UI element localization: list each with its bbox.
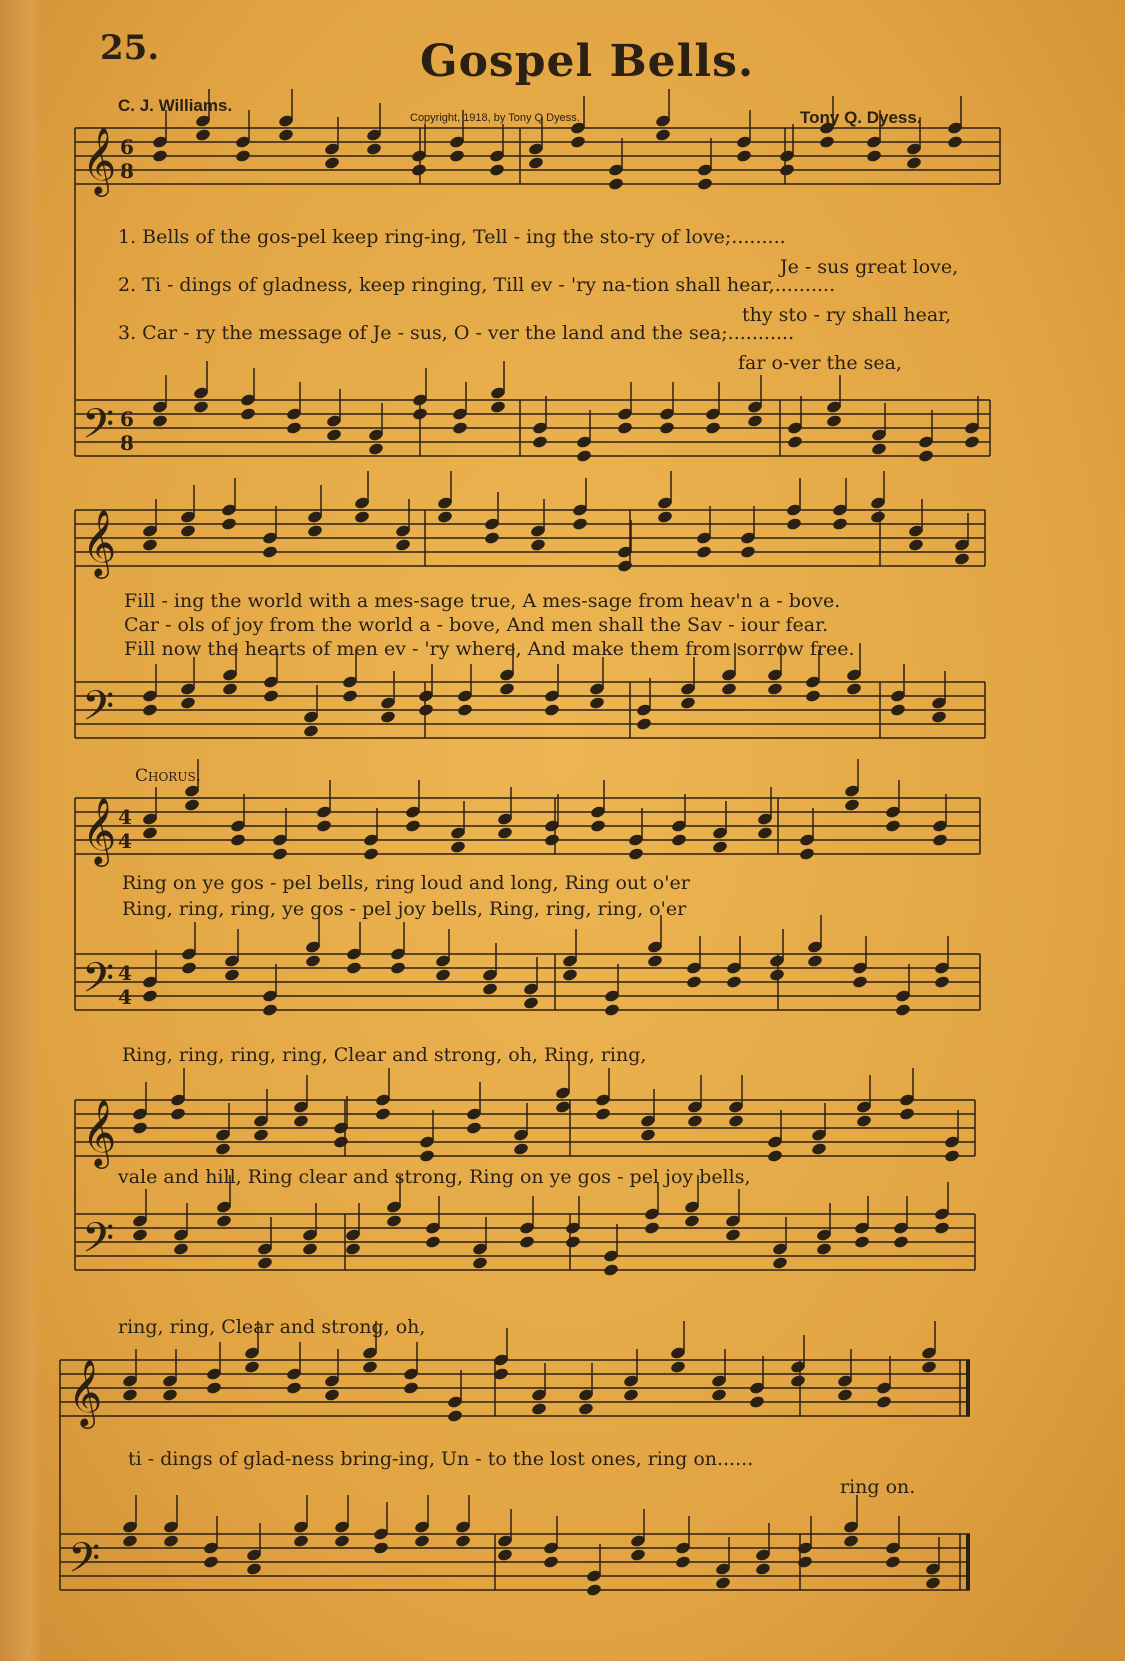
note-head bbox=[866, 149, 883, 163]
note-head bbox=[263, 689, 280, 703]
note-head bbox=[816, 1242, 833, 1256]
note-head bbox=[837, 1388, 854, 1402]
note-head bbox=[531, 1402, 548, 1416]
note-head bbox=[749, 1395, 766, 1409]
note-head bbox=[519, 1235, 536, 1249]
note-head bbox=[253, 1128, 270, 1142]
note-head bbox=[603, 1263, 620, 1277]
note-head bbox=[931, 710, 948, 724]
note-head bbox=[435, 968, 452, 982]
note-head bbox=[811, 1142, 828, 1156]
note-head bbox=[497, 826, 514, 840]
note-head bbox=[932, 833, 949, 847]
note-head bbox=[142, 989, 159, 1003]
note-head bbox=[513, 1142, 530, 1156]
note-head bbox=[142, 703, 159, 717]
note-head bbox=[324, 156, 341, 170]
note-head bbox=[122, 1534, 139, 1548]
note-head bbox=[576, 449, 593, 463]
note-head bbox=[499, 682, 516, 696]
note-head bbox=[425, 1235, 442, 1249]
note-head bbox=[779, 163, 796, 177]
note-head bbox=[184, 798, 201, 812]
note-head bbox=[675, 1555, 692, 1569]
note-head bbox=[345, 1242, 362, 1256]
verse-3-echo: far o-ver the sea, bbox=[738, 352, 902, 374]
note-head bbox=[630, 1548, 647, 1562]
note-head bbox=[173, 1242, 190, 1256]
note-head bbox=[368, 442, 385, 456]
note-head bbox=[180, 524, 197, 538]
note-head bbox=[395, 538, 412, 552]
note-head bbox=[418, 703, 435, 717]
hymn-number: 25. bbox=[100, 28, 160, 68]
note-head bbox=[403, 1381, 420, 1395]
note-head bbox=[452, 421, 469, 435]
note-head bbox=[307, 524, 324, 538]
note-head bbox=[805, 689, 822, 703]
copyright-notice: Copyright, 1918, by Tony Q Dyess. bbox=[410, 112, 580, 124]
time-signature-top: 6 bbox=[120, 135, 134, 159]
note-head bbox=[132, 1228, 149, 1242]
note-head bbox=[272, 847, 289, 861]
note-head bbox=[604, 1003, 621, 1017]
note-head bbox=[807, 954, 824, 968]
note-head bbox=[757, 826, 774, 840]
note-head bbox=[246, 1562, 263, 1576]
note-head bbox=[934, 1221, 951, 1235]
note-head bbox=[640, 1128, 657, 1142]
note-head bbox=[843, 1534, 860, 1548]
note-head bbox=[908, 538, 925, 552]
chorus-line-1-treble: Ring on ye gos - pel bells, ring loud and long, Ring out o'er bbox=[122, 872, 690, 894]
note-head bbox=[769, 968, 786, 982]
treble-clef-icon: 𝄞 bbox=[82, 126, 117, 194]
note-head bbox=[684, 1214, 701, 1228]
bass-clef-icon: 𝄢 bbox=[82, 400, 115, 458]
staff-system1-bass bbox=[75, 400, 990, 456]
note-head bbox=[565, 1235, 582, 1249]
note-head bbox=[532, 435, 549, 449]
note-head bbox=[852, 975, 869, 989]
note-head bbox=[589, 696, 606, 710]
note-head bbox=[244, 1360, 261, 1374]
staff-system5-bass bbox=[60, 1534, 970, 1590]
chorus-line-1-alto: Ring, ring, ring, ye gos - pel joy bells, Ring, ring, ring, o'er bbox=[122, 898, 687, 920]
bass-clef-icon: 𝄢 bbox=[82, 1214, 115, 1272]
note-head bbox=[705, 421, 722, 435]
note-head bbox=[303, 724, 320, 738]
note-head bbox=[921, 1360, 938, 1374]
note-head bbox=[790, 1374, 807, 1388]
note-head bbox=[544, 833, 561, 847]
note-head bbox=[180, 696, 197, 710]
note-head bbox=[628, 847, 645, 861]
note-head bbox=[893, 1235, 910, 1249]
note-head bbox=[333, 1135, 350, 1149]
note-head bbox=[142, 538, 159, 552]
note-head bbox=[203, 1555, 220, 1569]
note-head bbox=[286, 421, 303, 435]
note-head bbox=[595, 1107, 612, 1121]
note-head bbox=[644, 1221, 661, 1235]
note-head bbox=[490, 400, 507, 414]
note-head bbox=[122, 1388, 139, 1402]
note-head bbox=[711, 1388, 728, 1402]
note-head bbox=[302, 1242, 319, 1256]
note-head bbox=[224, 968, 241, 982]
note-head bbox=[544, 703, 561, 717]
note-head bbox=[386, 1214, 403, 1228]
chorus-line-3-treble: ti - dings of glad-ness bring-ing, Un - to the lost ones, ring on...... bbox=[128, 1448, 754, 1470]
note-head bbox=[419, 1149, 436, 1163]
note-head bbox=[437, 510, 454, 524]
note-head bbox=[846, 682, 863, 696]
note-head bbox=[193, 400, 210, 414]
note-head bbox=[617, 421, 634, 435]
note-head bbox=[457, 703, 474, 717]
note-head bbox=[570, 135, 587, 149]
note-head bbox=[697, 177, 714, 191]
treble-clef-icon: 𝄞 bbox=[68, 1358, 103, 1426]
hymn-title: Gospel Bells. bbox=[420, 36, 755, 87]
note-head bbox=[497, 1548, 514, 1562]
note-head bbox=[132, 1121, 149, 1135]
note-head bbox=[489, 163, 506, 177]
note-head bbox=[543, 1555, 560, 1569]
words-author: C. J. Williams. bbox=[118, 96, 233, 115]
note-head bbox=[740, 545, 757, 559]
note-head bbox=[767, 682, 784, 696]
note-head bbox=[686, 975, 703, 989]
note-head bbox=[944, 1149, 961, 1163]
note-head bbox=[181, 961, 198, 975]
note-head bbox=[721, 682, 738, 696]
note-head bbox=[885, 819, 902, 833]
note-head bbox=[215, 1142, 232, 1156]
note-head bbox=[586, 1583, 603, 1597]
treble-clef-icon: 𝄞 bbox=[82, 796, 117, 864]
note-head bbox=[819, 135, 836, 149]
note-head bbox=[747, 414, 764, 428]
note-head bbox=[354, 510, 371, 524]
svg-text:4: 4 bbox=[118, 961, 132, 985]
verse-2-line-2: Car - ols of joy from the world a - bove, And men shall the Sav - iour fear. bbox=[124, 614, 829, 636]
bass-clef-icon: 𝄢 bbox=[68, 1534, 101, 1592]
svg-text:4: 4 bbox=[118, 985, 132, 1009]
note-head bbox=[230, 833, 247, 847]
note-head bbox=[871, 442, 888, 456]
note-head bbox=[380, 710, 397, 724]
note-head bbox=[235, 149, 252, 163]
note-head bbox=[659, 421, 676, 435]
note-head bbox=[373, 1541, 390, 1555]
note-head bbox=[832, 517, 849, 531]
verse-1-line-1: 1. Bells of the gos-pel keep ring-ing, Tell - ing the sto-ry of love;......... bbox=[118, 226, 786, 248]
note-head bbox=[712, 840, 729, 854]
svg-text:4: 4 bbox=[118, 805, 132, 829]
note-head bbox=[363, 847, 380, 861]
note-head bbox=[162, 1388, 179, 1402]
note-head bbox=[163, 1534, 180, 1548]
note-head bbox=[636, 717, 653, 731]
note-head bbox=[375, 1107, 392, 1121]
verse-1-line-2: Fill - ing the world with a mes-sage true, A mes-sage from heav'n a - bove. bbox=[124, 590, 841, 612]
note-head bbox=[797, 1555, 814, 1569]
note-head bbox=[728, 1114, 745, 1128]
note-head bbox=[324, 1388, 341, 1402]
note-head bbox=[885, 1555, 902, 1569]
note-head bbox=[278, 128, 295, 142]
note-head bbox=[755, 1562, 772, 1576]
note-head bbox=[472, 1256, 489, 1270]
note-head bbox=[262, 545, 279, 559]
note-head bbox=[450, 840, 467, 854]
note-head bbox=[799, 847, 816, 861]
verse-2-echo: thy sto - ry shall hear, bbox=[742, 304, 952, 326]
note-head bbox=[206, 1381, 223, 1395]
note-head bbox=[455, 1534, 472, 1548]
note-head bbox=[152, 414, 169, 428]
note-head bbox=[170, 1107, 187, 1121]
note-head bbox=[870, 510, 887, 524]
note-head bbox=[826, 414, 843, 428]
note-head bbox=[856, 1114, 873, 1128]
chorus-line-2-bass: ring, ring, Clear and strong, oh, bbox=[118, 1316, 426, 1338]
note-head bbox=[262, 1003, 279, 1017]
note-head bbox=[786, 517, 803, 531]
note-head bbox=[578, 1402, 595, 1416]
note-head bbox=[623, 1388, 640, 1402]
note-head bbox=[844, 798, 861, 812]
note-head bbox=[890, 703, 907, 717]
note-head bbox=[482, 982, 499, 996]
note-head bbox=[414, 1534, 431, 1548]
note-head bbox=[293, 1114, 310, 1128]
chorus-line-1-bass: Ring, ring, ring, ring, Clear and strong, oh, Ring, ring, bbox=[122, 1044, 647, 1066]
note-head bbox=[572, 517, 589, 531]
staff-system5-treble bbox=[60, 1360, 970, 1590]
note-head bbox=[447, 1409, 464, 1423]
note-head bbox=[216, 1214, 233, 1228]
note-head bbox=[530, 538, 547, 552]
note-head bbox=[346, 961, 363, 975]
note-head bbox=[906, 156, 923, 170]
note-head bbox=[899, 1107, 916, 1121]
verse-3-line-2: Fill now the hearts of men ev - 'ry where, And make them from sorrow free. bbox=[124, 638, 855, 660]
note-head bbox=[152, 149, 169, 163]
note-head bbox=[449, 149, 466, 163]
note-head bbox=[715, 1576, 732, 1590]
note-head bbox=[655, 128, 672, 142]
note-head bbox=[617, 559, 634, 573]
note-head bbox=[725, 1228, 742, 1242]
bass-clef-icon: 𝄢 bbox=[82, 682, 115, 740]
chorus-label: Chorus. bbox=[135, 766, 202, 786]
note-head bbox=[925, 1576, 942, 1590]
chorus-line-3-echo: ring on. bbox=[840, 1476, 916, 1498]
note-head bbox=[342, 689, 359, 703]
note-head bbox=[257, 1256, 274, 1270]
verse-2-line-1: 2. Ti - dings of gladness, keep ringing, Till ev - 'ry na-tion shall hear,.......... bbox=[118, 274, 836, 296]
note-head bbox=[787, 435, 804, 449]
note-head bbox=[687, 1114, 704, 1128]
chorus-line-2-treble: vale and hill, Ring clear and strong, Ring on ye gos - pel joy bells, bbox=[118, 1166, 751, 1188]
note-head bbox=[767, 1149, 784, 1163]
note-head bbox=[876, 1395, 893, 1409]
treble-clef-icon: 𝄞 bbox=[82, 508, 117, 576]
note-head bbox=[590, 819, 607, 833]
bass-clef-icon: 𝄢 bbox=[82, 954, 115, 1012]
note-head bbox=[316, 819, 333, 833]
note-head bbox=[726, 975, 743, 989]
note-head bbox=[195, 128, 212, 142]
svg-text:6: 6 bbox=[120, 407, 134, 431]
note-head bbox=[555, 1100, 572, 1114]
time-signature-bottom: 8 bbox=[120, 159, 134, 183]
verse-1-echo: Je - sus great love, bbox=[780, 256, 959, 278]
svg-text:8: 8 bbox=[120, 431, 134, 455]
music-author: Tony Q. Dyess. bbox=[800, 108, 922, 127]
note-head bbox=[895, 1003, 912, 1017]
svg-text:4: 4 bbox=[118, 829, 132, 853]
note-head bbox=[854, 1235, 871, 1249]
note-head bbox=[484, 531, 501, 545]
note-head bbox=[562, 968, 579, 982]
note-head bbox=[947, 135, 964, 149]
note-head bbox=[240, 407, 257, 421]
note-head bbox=[222, 682, 239, 696]
note-head bbox=[286, 1381, 303, 1395]
note-head bbox=[405, 819, 422, 833]
note-head bbox=[696, 545, 713, 559]
note-head bbox=[736, 149, 753, 163]
note-head bbox=[221, 517, 238, 531]
note-head bbox=[964, 435, 981, 449]
note-head bbox=[412, 407, 429, 421]
note-head bbox=[293, 1534, 310, 1548]
note-head bbox=[142, 826, 159, 840]
note-head bbox=[528, 156, 545, 170]
note-head bbox=[680, 696, 697, 710]
note-head bbox=[954, 552, 971, 566]
note-head bbox=[466, 1121, 483, 1135]
note-head bbox=[523, 996, 540, 1010]
note-head bbox=[326, 428, 343, 442]
verse-3-line-1: 3. Car - ry the message of Je - sus, O - ver the land and the sea;........... bbox=[118, 322, 795, 344]
note-head bbox=[362, 1360, 379, 1374]
note-head bbox=[390, 961, 407, 975]
note-head bbox=[934, 975, 951, 989]
note-head bbox=[366, 142, 383, 156]
note-head bbox=[305, 954, 322, 968]
note-head bbox=[657, 510, 674, 524]
treble-clef-icon: 𝄞 bbox=[82, 1098, 117, 1166]
note-head bbox=[647, 954, 664, 968]
note-head bbox=[334, 1534, 351, 1548]
note-head bbox=[772, 1256, 789, 1270]
note-head bbox=[608, 177, 625, 191]
note-head bbox=[671, 833, 688, 847]
note-head bbox=[918, 449, 935, 463]
note-head bbox=[411, 163, 428, 177]
note-head bbox=[670, 1360, 687, 1374]
